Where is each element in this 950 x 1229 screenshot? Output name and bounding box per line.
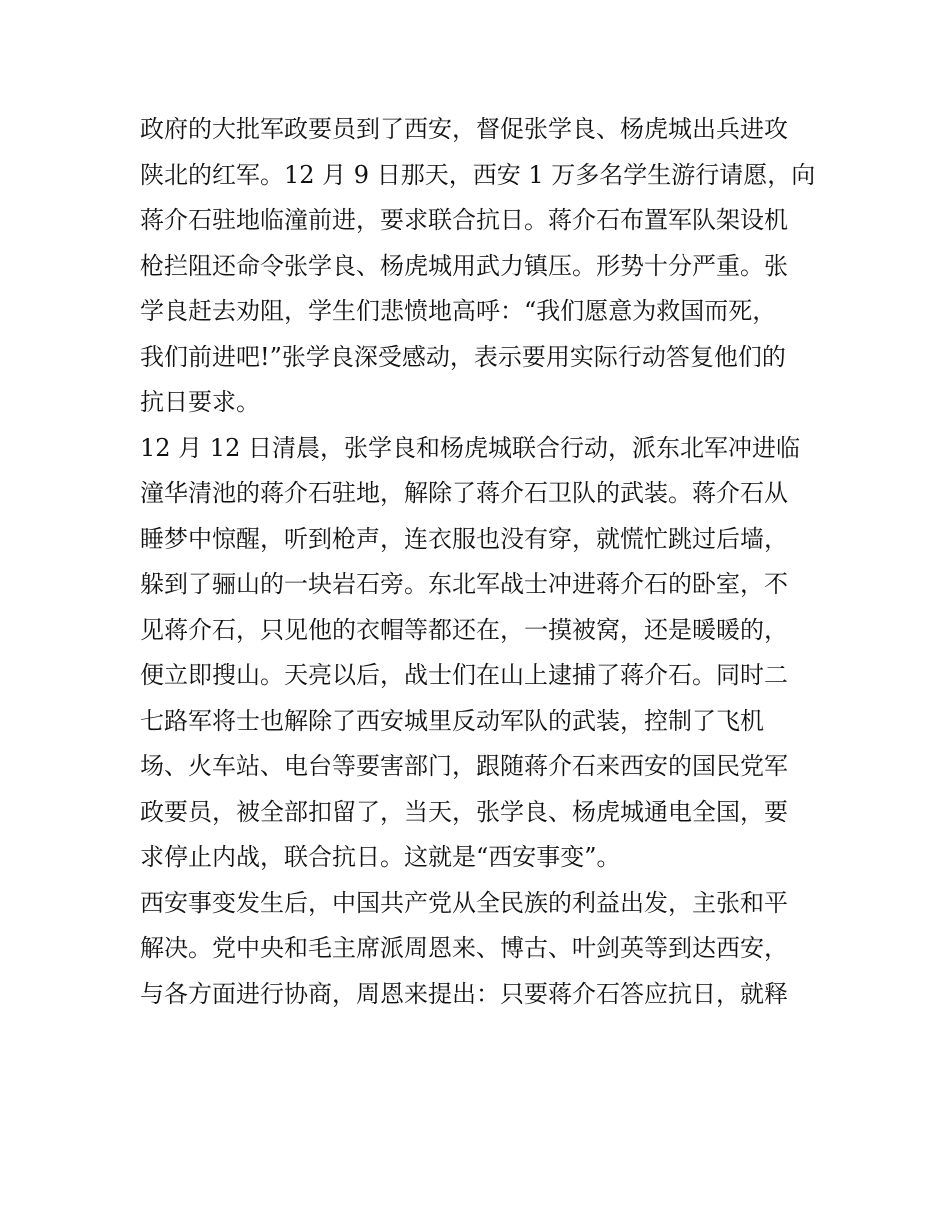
text-line: 陕北的红军。12 月 9 日那天，西安 1 万多名学生游行请愿，向 [140,160,816,189]
text-line: 躲到了骊山的一块岩石旁。东北军战士冲进蒋介石的卧室，不 [140,570,788,598]
text-line: 潼华清池的蒋介石驻地，解除了蒋介石卫队的武装。蒋介石从 [140,479,788,507]
text-line: 抗日要求。 [140,388,260,416]
text-line: 见蒋介石，只见他的衣帽等都还在，一摸被窝，还是暖暖的， [140,615,788,644]
text-line: 解决。党中央和毛主席派周恩来、博古、叶剑英等到达西安， [140,934,788,962]
text-line: 学良赶去劝阻，学生们悲愤地高呼：“我们愿意为救国而死， [140,297,777,325]
text-line: 12 月 12 日清晨，张学良和杨虎城联合行动，派东北军冲进临 [140,433,800,462]
text-line: 求停止内战，联合抗日。这就是“西安事变”。 [140,843,621,871]
document-body [140,107,820,1017]
text-line: 我们前进吧!”张学良深受感动，表示要用实际行动答复他们的 [140,342,786,371]
text-line: 西安事变发生后，中国共产党从全民族的利益出发，主张和平 [140,888,788,917]
text-line: 七路军将士也解除了西安城里反动军队的武装，控制了飞机 [140,706,764,735]
text-line: 便立即搜山。天亮以后，战士们在山上逮捕了蒋介石。同时二 [140,661,788,689]
text-line: 场、火车站、电台等要害部门，跟随蒋介石来西安的国民党军 [140,752,788,780]
text-line: 与各方面进行协商，周恩来提出：只要蒋介石答应抗日，就释 [140,979,788,1008]
text-line: 政府的大批军政要员到了西安，督促张学良、杨虎城出兵进攻 [140,115,788,143]
text-line: 蒋介石驻地临潼前进，要求联合抗日。蒋介石布置军队架设机 [140,206,788,234]
text-line: 睡梦中惊醒，听到枪声，连衣服也没有穿，就慌忙跳过后墙， [140,524,788,553]
text-line: 政要员，被全部扣留了，当天，张学良、杨虎城通电全国，要 [140,797,788,826]
text-line: 枪拦阻还命令张学良、杨虎城用武力镇压。形势十分严重。张 [140,251,788,280]
